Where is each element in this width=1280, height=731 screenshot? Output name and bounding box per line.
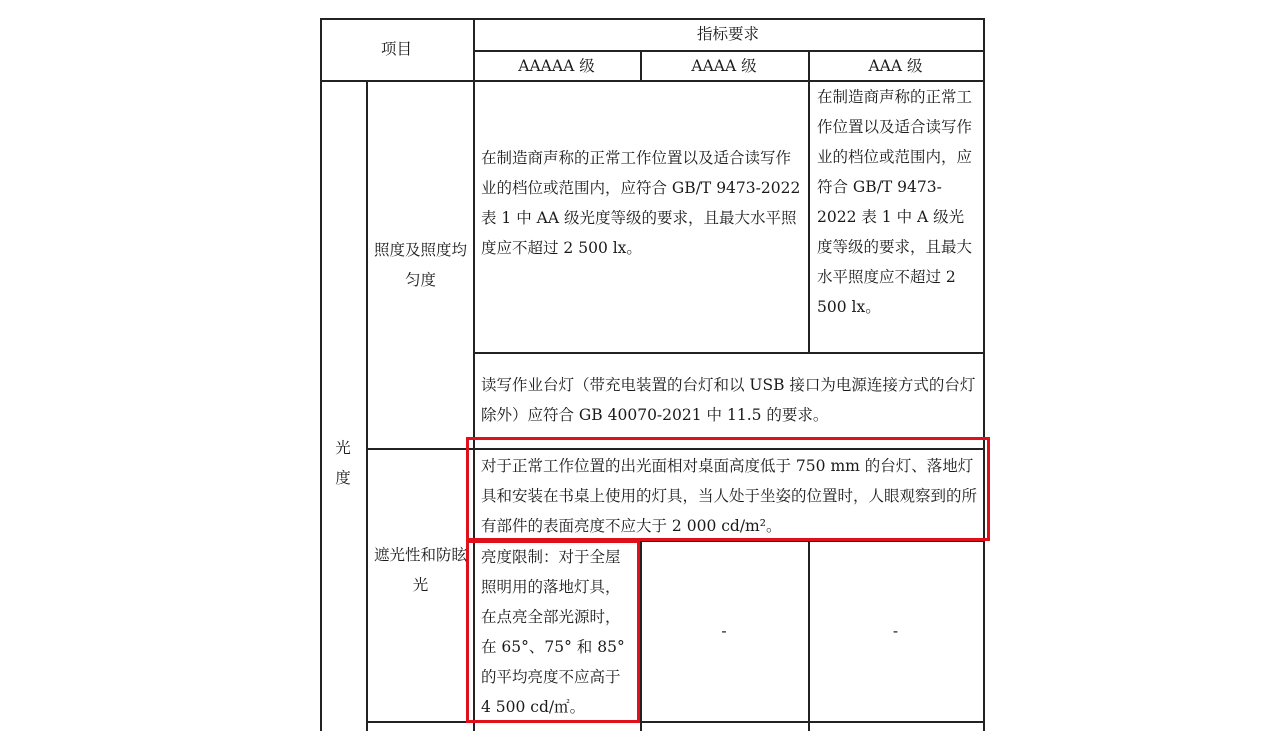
category-label: 光度 [335,439,351,487]
shading-common-text: 对于正常工作位置的出光面相对桌面高度低于 750 mm 的台灯、落地灯具和安装在书桌上使用的灯具，当人处于坐姿的位置时，人眼观察到的所有部件的表面亮度不应大于 2 000 cd/m²。 [481,457,978,535]
header-level-aaaaa: AAAAA 级 [518,57,595,75]
illuminance-common-text: 读写作业台灯（带充电装置的台灯和以 USB 接口为电源连接方式的台灯除外）应符合 GB 40070-2021 中 11.5 的要求。 [481,376,976,424]
illuminance-aaa-text: 在制造商声称的正常工作位置以及适合读写作业的档位或范围内，应符合 GB/T 9473-2022 表 1 中 A 级光度等级的要求，且最大水平照度应不超过 2 500 lx。 [817,88,973,316]
col-divider-aaa-upper [808,80,810,352]
shading-label: 遮光性和防眩光 [373,546,467,594]
col-divider-subitem [366,80,368,731]
header-requirement-label: 指标要求 [696,25,759,43]
table-left-border [320,18,322,731]
shading-aaaaa-text: 亮度限制：对于全屋照明用的落地灯具，在点亮全部光源时，在 65°、75° 和 85° 的平均亮度不应高于 4 500 cd/㎡。 [481,548,625,716]
shading-aaaa-value: - [721,622,727,640]
header-level-aaaa: AAAA 级 [691,57,757,75]
shading-aaa-value: - [892,622,899,640]
highlight-box-luminance-limit [466,540,640,723]
row-divider-common [473,352,984,354]
row-divider-next [366,721,984,723]
table-right-border [983,18,985,731]
illuminance-label: 照度及照度均匀度 [373,241,467,289]
header-level-aaa: AAA 级 [868,57,923,75]
header-item-label: 项目 [380,40,412,58]
highlight-box-surface-luminance [466,437,990,541]
illuminance-aaaaa-aaaa-text: 在制造商声称的正常工作位置以及适合读写作业的档位或范围内，应符合 GB/T 9473-2022 表 1 中 AA 级光度等级的要求，且最大水平照度应不超过 2 500 lx。 [481,149,801,257]
